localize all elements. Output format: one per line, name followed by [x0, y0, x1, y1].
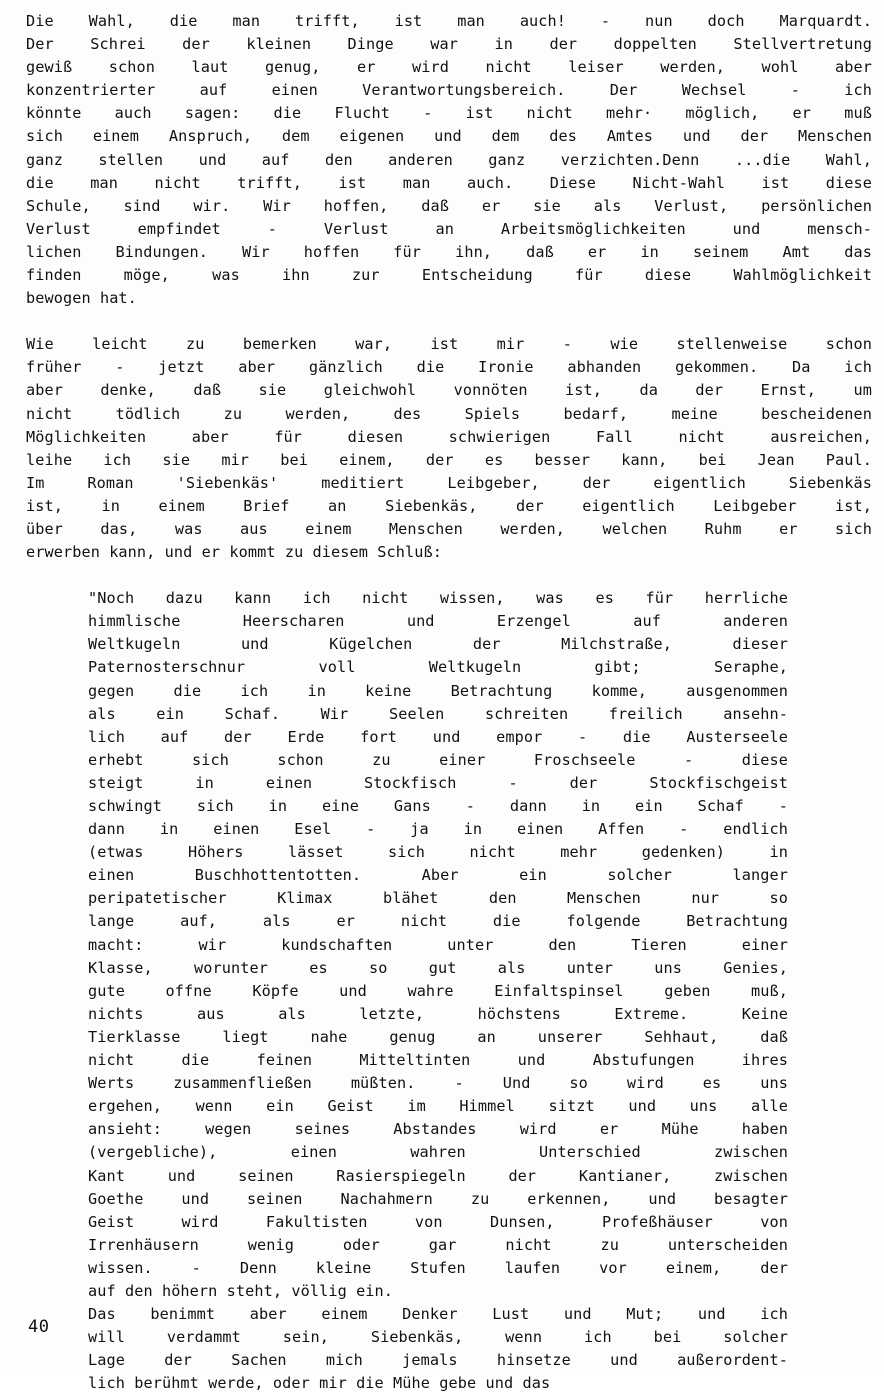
quote-spacer — [26, 564, 872, 587]
text-line: himmlische Heerscharen und Erzengel auf anderen — [88, 612, 788, 631]
text-line: wissen. - Denn kleine Stufen laufen vor einem, der — [88, 1258, 788, 1277]
text-line: Der Schrei der kleinen Dinge war in der doppelten Stellvertretung — [26, 35, 872, 54]
text-line: Verlust empfindet - Verlust an Arbeitsmöglichkeiten und mensch- — [26, 219, 872, 238]
text-line: will verdammt sein, Siebenkäs, wenn ich bei solcher — [88, 1328, 788, 1347]
text-line: als ein Schaf. Wir Seelen schreiten freilich ansehn- — [88, 704, 788, 723]
text-line: gewiß schon laut genug, er wird nicht leiser werden, wohl aber — [26, 58, 872, 77]
text-line: Das benimmt aber einem Denker Lust und Mut; und ich — [88, 1305, 788, 1324]
text-line: Irrenhäusern wenig oder gar nicht zu unterscheiden — [88, 1235, 788, 1254]
text-line: schwingt sich in eine Gans - dann in ein Schaf - — [88, 797, 788, 815]
paragraph-1 — [26, 10, 872, 310]
text-line: "Noch dazu kann ich nicht wissen, was es für herrliche — [88, 589, 788, 608]
text-line: gegen die ich in keine Betrachtung komme, ausgenommen — [88, 681, 788, 700]
text-line: früher - jetzt aber gänzlich die Ironie abhanden gekommen. Da ich — [26, 358, 872, 377]
text-line: erwerben kann, und er kommt zu diesem Schluß: — [26, 543, 442, 562]
text-line: auf den höhern steht, völlig ein. — [88, 1281, 394, 1300]
text-line: Goethe und seinen Nachahmern zu erkennen, und besagter — [88, 1189, 788, 1208]
text-line: macht: wir kundschaften unter den Tieren einer — [88, 935, 788, 954]
text-line: die man nicht trifft, ist man auch. Diese Nicht-Wahl ist diese — [26, 173, 872, 192]
paragraph-spacer — [26, 310, 872, 333]
text-line: Geist wird Fakultisten von Dunsen, Profeßhäuser von — [88, 1212, 788, 1231]
text-line: erhebt sich schon zu einer Froschseele - diese — [88, 750, 788, 769]
text-line: Lage der Sachen mich jemals hinsetze und außerordent- — [88, 1351, 788, 1370]
text-line: Tierklasse liegt nahe genug an unserer Sehhaut, daß — [88, 1027, 788, 1046]
text-line: dann in einen Esel - ja in einen Affen - endlich — [88, 820, 788, 839]
text-line: Kant und seinen Rasierspiegeln der Kantianer, zwischen — [88, 1166, 788, 1185]
text-line: Wie leicht zu bemerken war, ist mir - wie stellenweise schon — [26, 335, 872, 354]
quotation-block — [88, 587, 788, 1395]
text-line: Möglichkeiten aber für diesen schwierigen Fall nicht ausreichen, — [26, 427, 872, 446]
text-line: einen Buschhottentotten. Aber ein solcher langer — [88, 866, 788, 885]
page-content — [26, 10, 872, 1395]
text-line: aber denke, daß sie gleichwohl vonnöten ist, da der Ernst, um — [26, 381, 872, 400]
text-line: ist, in einem Brief an Siebenkäs, der eigentlich Leibgeber ist, — [26, 496, 872, 515]
text-line: lich auf der Erde fort und empor - die Austerseele — [88, 727, 788, 746]
text-line: könnte auch sagen: die Flucht - ist nicht mehr· möglich, er muß — [26, 104, 872, 123]
text-line: ergehen, wenn ein Geist im Himmel sitzt und uns alle — [88, 1097, 788, 1116]
text-line: konzentrierter auf einen Verantwortungsbereich. Der Wechsel - ich — [26, 81, 872, 100]
text-line: ganz stellen und auf den anderen ganz verzichten.Denn ...die Wahl, — [26, 150, 872, 169]
text-line: finden möge, was ihn zur Entscheidung für diese Wahlmöglichkeit — [26, 266, 872, 285]
text-line: gute offne Köpfe und wahre Einfaltspinsel geben muß, — [88, 981, 788, 1000]
text-line: steigt in einen Stockfisch - der Stockfischgeist — [88, 773, 788, 792]
text-line: Schule, sind wir. Wir hoffen, daß er sie als Verlust, persönlichen — [26, 196, 872, 215]
text-line: Klasse, worunter es so gut als unter uns Genies, — [88, 958, 788, 977]
text-line: (etwas Höhers lässet sich nicht mehr gedenken) in — [88, 843, 788, 862]
text-line: Im Roman 'Siebenkäs' meditiert Leibgeber, der eigentlich Siebenkäs — [26, 473, 872, 492]
text-line: Die Wahl, die man trifft, ist man auch! - nun doch Marquardt. — [26, 12, 872, 30]
text-line: über das, was aus einem Menschen werden, welchen Ruhm er sich — [26, 519, 872, 538]
text-line: lich berühmt werde, oder mir die Mühe gebe und das — [88, 1374, 551, 1393]
text-line: bewogen hat. — [26, 289, 137, 308]
text-line: (vergebliche), einen wahren Unterschied zwischen — [88, 1143, 788, 1162]
text-line: Weltkugeln und Kügelchen der Milchstraße, dieser — [88, 635, 788, 654]
text-line: Paternosterschnur voll Weltkugeln gibt; Seraphe, — [88, 658, 788, 677]
text-line: ansieht: wegen seines Abstandes wird er Mühe haben — [88, 1120, 788, 1139]
text-line: leihe ich sie mir bei einem, der es besser kann, bei Jean Paul. — [26, 450, 872, 469]
text-line: nicht tödlich zu werden, des Spiels bedarf, meine bescheidenen — [26, 404, 872, 423]
paragraph-2 — [26, 333, 872, 564]
text-line: peripatetischer Klimax blähet den Menschen nur so — [88, 889, 788, 908]
text-line: Werts zusammenfließen müßten. - Und so wird es uns — [88, 1074, 788, 1093]
text-line: nichts aus als letzte, höchstens Extreme. Keine — [88, 1004, 788, 1023]
text-line: lange auf, als er nicht die folgende Betrachtung — [88, 912, 788, 931]
text-line: lichen Bindungen. Wir hoffen für ihn, daß er in seinem Amt das — [26, 242, 872, 261]
text-line: nicht die feinen Mitteltinten und Abstufungen ihres — [88, 1051, 788, 1070]
text-line: sich einem Anspruch, dem eigenen und dem des Amtes und der Menschen — [26, 127, 872, 146]
page-number: 40 — [28, 1317, 50, 1337]
